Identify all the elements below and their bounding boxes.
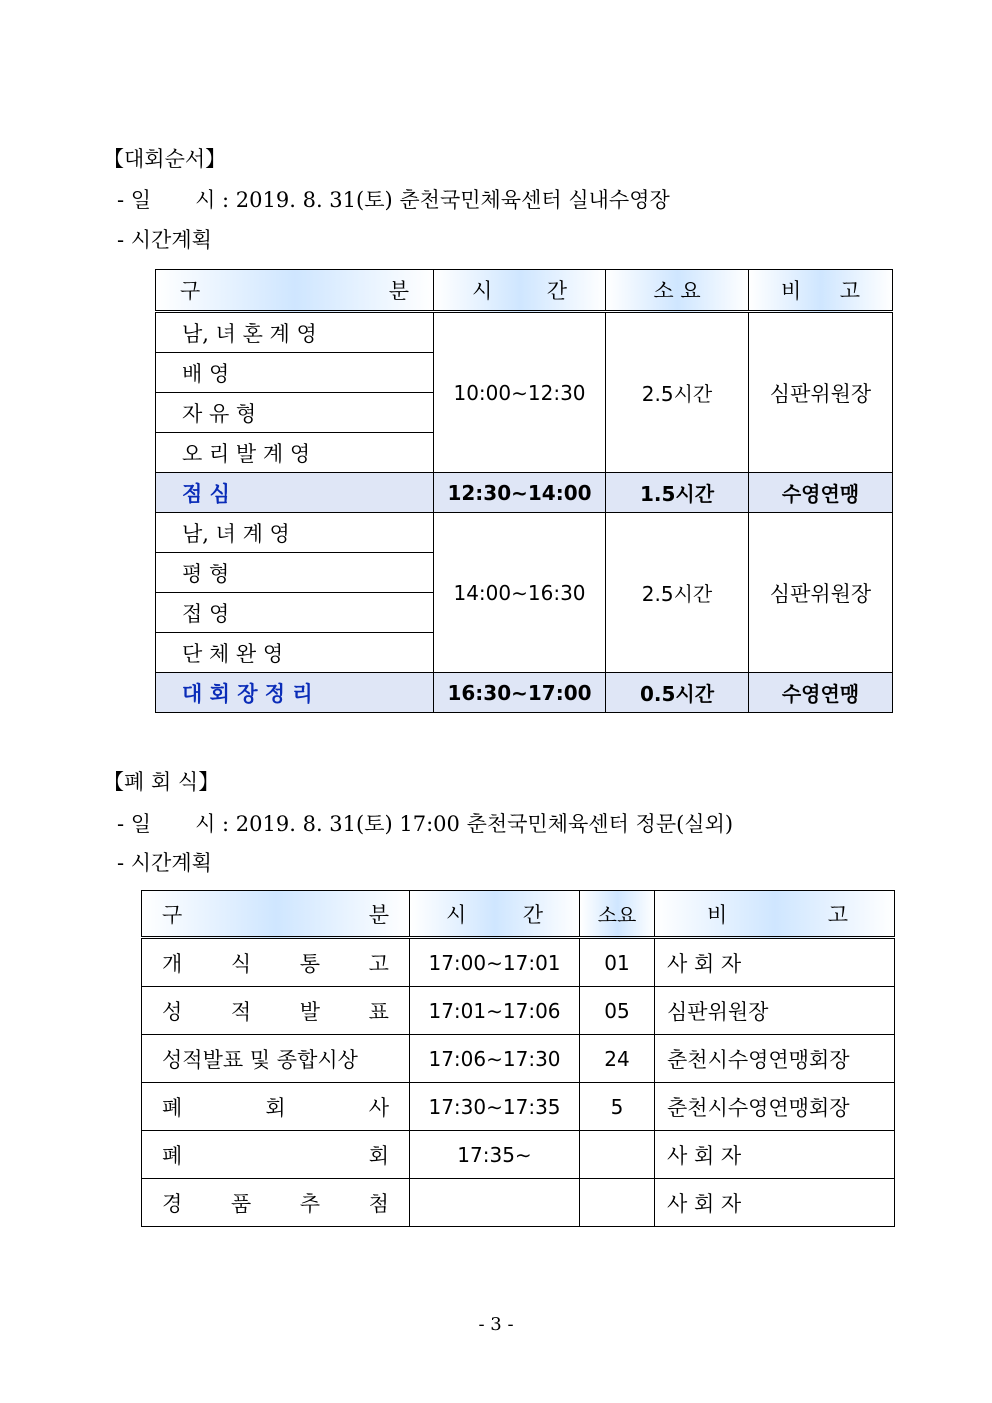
table-row xyxy=(142,938,895,987)
date-value: 2019. 8. 31(토) 춘천국민체육센터 실내수영장 xyxy=(235,188,670,212)
event-item: 접 영 xyxy=(156,593,434,633)
closing-time-plan-label: - 시간계획 xyxy=(117,851,212,875)
item-duration xyxy=(580,1131,655,1179)
date-value: 2019. 8. 31(토) 17:00 춘천국민체육센터 정문(실외) xyxy=(235,812,734,836)
event-item: 단 체 완 영 xyxy=(156,633,434,673)
event-item: 남, 녀 계 영 xyxy=(156,513,434,553)
date-label: - 일 xyxy=(117,188,152,212)
closing-date-line xyxy=(117,808,733,838)
date-label-suffix: 시 : xyxy=(195,188,230,212)
table-row xyxy=(142,987,895,1035)
table-header-row xyxy=(156,270,893,312)
cleanup-note: 수영연맹 xyxy=(749,673,893,713)
cleanup-time: 16:30∼17:00 xyxy=(434,673,606,713)
item-name: 성 적 발 표 xyxy=(142,987,410,1035)
page-number: - 3 - xyxy=(478,1314,514,1335)
item-duration xyxy=(580,1179,655,1227)
time-cell: 14:00∼16:30 xyxy=(434,513,606,673)
header-category: 구 분 xyxy=(142,891,410,938)
item-name: 경 품 추 첨 xyxy=(142,1179,410,1227)
lunch-time: 12:30∼14:00 xyxy=(434,473,606,513)
item-time: 17:01∼17:06 xyxy=(410,987,580,1035)
header-time: 시 간 xyxy=(410,891,580,938)
item-name: 폐 회 사 xyxy=(142,1083,410,1131)
table-row xyxy=(156,312,893,353)
cleanup-row xyxy=(156,673,893,713)
item-duration: 05 xyxy=(580,987,655,1035)
duration-cell: 2.5시간 xyxy=(606,312,749,473)
item-time: 17:35∼ xyxy=(410,1131,580,1179)
item-duration: 01 xyxy=(580,938,655,987)
event-item: 자 유 형 xyxy=(156,393,434,433)
duration-cell: 2.5시간 xyxy=(606,513,749,673)
table-row xyxy=(142,1083,895,1131)
section-title-order: 【대회순서】 xyxy=(103,147,227,171)
event-item: 평 형 xyxy=(156,553,434,593)
closing-ceremony-table xyxy=(141,890,895,1227)
header-note: 비 고 xyxy=(655,891,895,938)
item-duration: 24 xyxy=(580,1035,655,1083)
lunch-duration: 1.5시간 xyxy=(606,473,749,513)
table-row xyxy=(142,1035,895,1083)
item-name: 개 식 통 고 xyxy=(142,938,410,987)
table-row xyxy=(142,1179,895,1227)
cleanup-duration: 0.5시간 xyxy=(606,673,749,713)
item-note: 춘천시수영연맹회장 xyxy=(655,1083,895,1131)
event-date-line xyxy=(117,184,670,214)
item-time xyxy=(410,1179,580,1227)
header-note: 비 고 xyxy=(749,270,893,312)
item-note: 사 회 자 xyxy=(655,1179,895,1227)
date-label-suffix: 시 : xyxy=(195,812,230,836)
item-time: 17:30∼17:35 xyxy=(410,1083,580,1131)
item-note: 심판위원장 xyxy=(655,987,895,1035)
header-category: 구 분 xyxy=(156,270,434,312)
item-note: 사 회 자 xyxy=(655,1131,895,1179)
event-item: 오 리 발 계 영 xyxy=(156,433,434,473)
lunch-note: 수영연맹 xyxy=(749,473,893,513)
time-plan-label: - 시간계획 xyxy=(117,228,212,252)
item-name: 폐 회 xyxy=(142,1131,410,1179)
item-duration: 5 xyxy=(580,1083,655,1131)
header-duration: 소요 xyxy=(580,891,655,938)
header-time: 시 간 xyxy=(434,270,606,312)
note-cell: 심판위원장 xyxy=(749,312,893,473)
table-row xyxy=(156,513,893,553)
competition-schedule-table xyxy=(155,269,893,713)
event-item: 남, 녀 혼 계 영 xyxy=(156,312,434,353)
lunch-row xyxy=(156,473,893,513)
event-item: 배 영 xyxy=(156,353,434,393)
date-label: - 일 xyxy=(117,812,152,836)
note-cell: 심판위원장 xyxy=(749,513,893,673)
item-name: 성적발표 및 종합시상 xyxy=(142,1035,410,1083)
item-time: 17:00∼17:01 xyxy=(410,938,580,987)
table-header-row xyxy=(142,891,895,938)
cleanup-label: 대 회 장 정 리 xyxy=(156,673,434,713)
header-duration: 소 요 xyxy=(606,270,749,312)
time-cell: 10:00∼12:30 xyxy=(434,312,606,473)
item-note: 춘천시수영연맹회장 xyxy=(655,1035,895,1083)
lunch-label: 점 심 xyxy=(156,473,434,513)
table-row xyxy=(142,1131,895,1179)
item-note: 사 회 자 xyxy=(655,938,895,987)
item-time: 17:06∼17:30 xyxy=(410,1035,580,1083)
section-title-closing: 【폐 회 식】 xyxy=(103,770,220,794)
